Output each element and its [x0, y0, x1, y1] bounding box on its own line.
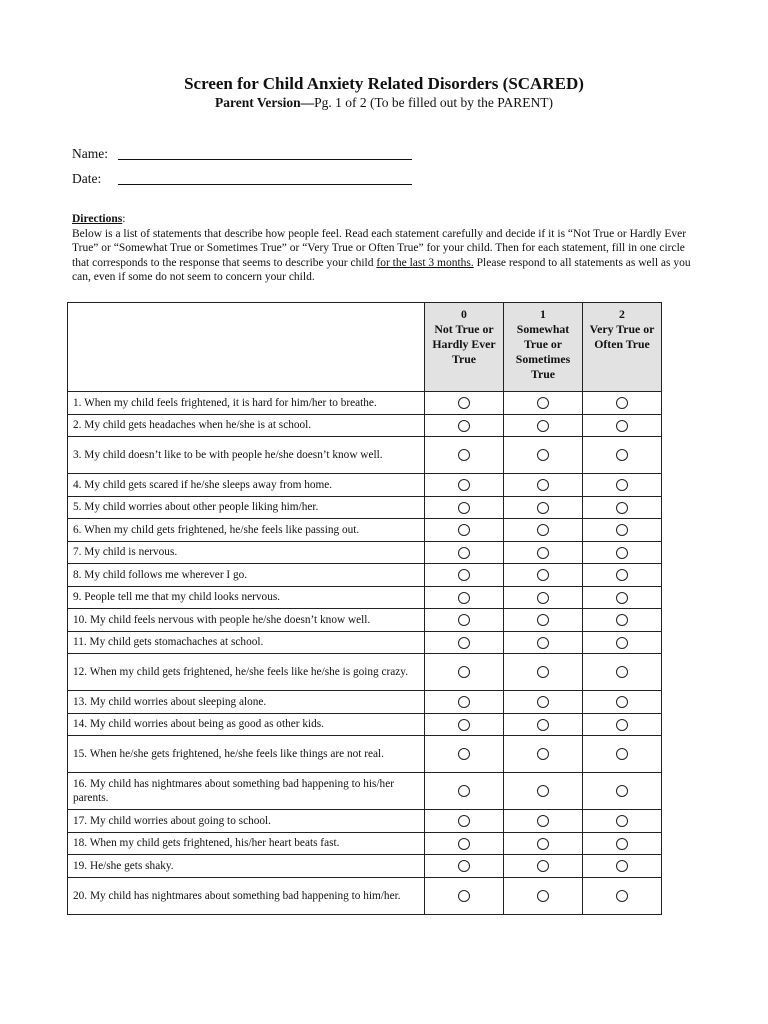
radio-circle-icon[interactable] [537, 890, 549, 902]
radio-circle-icon[interactable] [458, 890, 470, 902]
statement-text: 1. When my child feels frightened, it is hard for him/her to breathe. [68, 392, 425, 415]
radio-circle-icon[interactable] [616, 785, 628, 797]
radio-circle-icon[interactable] [458, 614, 470, 626]
radio-circle-icon[interactable] [616, 860, 628, 872]
radio-circle-icon[interactable] [458, 637, 470, 649]
statement-text: 20. My child has nightmares about something bad happening to him/her. [68, 877, 425, 914]
option-cell-2[interactable] [583, 609, 662, 632]
option-cell-2[interactable] [583, 832, 662, 855]
page-info: Pg. 1 of 2 (To be filled out by the PARENT) [314, 95, 554, 110]
statement-text: 9. People tell me that my child looks nervous. [68, 586, 425, 609]
statement-text: 2. My child gets headaches when he/she is at school. [68, 414, 425, 437]
questionnaire-table [67, 302, 662, 915]
option-cell-0[interactable] [425, 609, 504, 632]
col-1-label: Somewhat True or Sometimes True [515, 322, 571, 381]
statement-text: 16. My child has nightmares about something bad happening to his/her parents. [68, 773, 425, 810]
date-field[interactable] [72, 171, 101, 187]
radio-circle-icon[interactable] [458, 719, 470, 731]
option-cell-1[interactable] [504, 855, 583, 878]
option-cell-0[interactable] [425, 773, 504, 810]
statement-text: 6. When my child gets frightened, he/she feels like passing out. [68, 519, 425, 542]
radio-circle-icon[interactable] [537, 592, 549, 604]
radio-circle-icon[interactable] [537, 860, 549, 872]
option-cell-0[interactable] [425, 654, 504, 691]
option-cell-0[interactable] [425, 691, 504, 714]
table-row [68, 496, 662, 519]
radio-circle-icon[interactable] [537, 502, 549, 514]
col-header-1 [504, 303, 583, 392]
table-row [68, 713, 662, 736]
option-cell-0[interactable] [425, 736, 504, 773]
radio-circle-icon[interactable] [616, 502, 628, 514]
radio-circle-icon[interactable] [458, 838, 470, 850]
radio-circle-icon[interactable] [458, 397, 470, 409]
radio-circle-icon[interactable] [616, 449, 628, 461]
form-subtitle [0, 94, 768, 112]
option-cell-2[interactable] [583, 877, 662, 914]
radio-circle-icon[interactable] [458, 479, 470, 491]
directions-text-1: Below is a list of statements that describe how people feel. Read each statement carefully and decide if it is “Not True or Hardly Ever True” or “Somewhat True or Sometimes True” or “Very True or Often True” for your child. Then for each statement, fill in one circle that corresponds to the response that seems to describe your child [72, 227, 687, 269]
col-2-number: 2 [619, 307, 625, 321]
option-cell-2[interactable] [583, 736, 662, 773]
option-cell-0[interactable] [425, 810, 504, 833]
directions-underlined: for the last 3 months. [376, 256, 474, 269]
radio-circle-icon[interactable] [616, 420, 628, 432]
col-1-number: 1 [540, 307, 546, 321]
option-cell-1[interactable] [504, 564, 583, 587]
option-cell-2[interactable] [583, 773, 662, 810]
radio-circle-icon[interactable] [537, 785, 549, 797]
option-cell-1[interactable] [504, 810, 583, 833]
statement-text: 14. My child worries about being as good as other kids. [68, 713, 425, 736]
option-cell-2[interactable] [583, 654, 662, 691]
radio-circle-icon[interactable] [616, 397, 628, 409]
radio-circle-icon[interactable] [537, 479, 549, 491]
radio-circle-icon[interactable] [616, 815, 628, 827]
option-cell-1[interactable] [504, 691, 583, 714]
col-2-label: Very True or Often True [589, 322, 655, 351]
version-label: Parent Version— [214, 95, 315, 110]
radio-circle-icon[interactable] [616, 569, 628, 581]
statement-text: 17. My child worries about going to school. [68, 810, 425, 833]
table-row [68, 392, 662, 415]
radio-circle-icon[interactable] [458, 449, 470, 461]
option-cell-0[interactable] [425, 855, 504, 878]
radio-circle-icon[interactable] [616, 696, 628, 708]
radio-circle-icon[interactable] [458, 592, 470, 604]
option-cell-1[interactable] [504, 713, 583, 736]
option-cell-0[interactable] [425, 474, 504, 497]
option-cell-1[interactable] [504, 773, 583, 810]
radio-circle-icon[interactable] [537, 696, 549, 708]
option-cell-2[interactable] [583, 437, 662, 474]
statement-text: 19. He/she gets shaky. [68, 855, 425, 878]
date-label: Date: [72, 171, 102, 186]
radio-circle-icon[interactable] [616, 547, 628, 559]
option-cell-0[interactable] [425, 586, 504, 609]
radio-circle-icon[interactable] [537, 748, 549, 760]
option-cell-1[interactable] [504, 414, 583, 437]
option-cell-1[interactable] [504, 496, 583, 519]
table-row [68, 609, 662, 632]
radio-circle-icon[interactable] [616, 637, 628, 649]
radio-circle-icon[interactable] [458, 502, 470, 514]
option-cell-2[interactable] [583, 713, 662, 736]
option-cell-1[interactable] [504, 474, 583, 497]
option-cell-2[interactable] [583, 496, 662, 519]
radio-circle-icon[interactable] [537, 838, 549, 850]
radio-circle-icon[interactable] [616, 719, 628, 731]
radio-circle-icon[interactable] [537, 666, 549, 678]
col-0-number: 0 [461, 307, 467, 321]
statement-text: 3. My child doesn’t like to be with people he/she doesn’t know well. [68, 437, 425, 474]
table-row [68, 541, 662, 564]
option-cell-1[interactable] [504, 654, 583, 691]
col-0-label: Not True or Hardly Ever True [432, 322, 496, 366]
option-cell-1[interactable] [504, 832, 583, 855]
option-cell-2[interactable] [583, 519, 662, 542]
statement-text: 11. My child gets stomachaches at school. [68, 631, 425, 654]
radio-circle-icon[interactable] [537, 397, 549, 409]
radio-circle-icon[interactable] [458, 524, 470, 536]
radio-circle-icon[interactable] [458, 547, 470, 559]
option-cell-2[interactable] [583, 855, 662, 878]
statement-text: 13. My child worries about sleeping alone. [68, 691, 425, 714]
option-cell-2[interactable] [583, 414, 662, 437]
option-cell-1[interactable] [504, 519, 583, 542]
option-cell-2[interactable] [583, 586, 662, 609]
option-cell-2[interactable] [583, 631, 662, 654]
statement-text: 4. My child gets scared if he/she sleeps away from home. [68, 474, 425, 497]
option-cell-0[interactable] [425, 541, 504, 564]
name-field[interactable] [72, 146, 108, 162]
option-cell-1[interactable] [504, 877, 583, 914]
name-line[interactable] [118, 159, 412, 160]
option-cell-1[interactable] [504, 541, 583, 564]
directions-heading: Directions [72, 213, 123, 225]
radio-circle-icon[interactable] [458, 860, 470, 872]
option-cell-2[interactable] [583, 474, 662, 497]
statement-text: 15. When he/she gets frightened, he/she feels like things are not real. [68, 736, 425, 773]
option-cell-2[interactable] [583, 810, 662, 833]
table-row [68, 877, 662, 914]
radio-circle-icon[interactable] [616, 524, 628, 536]
col-header-0 [425, 303, 504, 392]
option-cell-1[interactable] [504, 586, 583, 609]
table-row [68, 736, 662, 773]
table-row [68, 414, 662, 437]
option-cell-1[interactable] [504, 392, 583, 415]
statement-text: 5. My child worries about other people liking him/her. [68, 496, 425, 519]
radio-circle-icon[interactable] [616, 479, 628, 491]
option-cell-2[interactable] [583, 541, 662, 564]
directions-text-2: Please respond to all statements as well as you can, even if some do not seem to concern your child. [72, 256, 691, 283]
date-line[interactable] [118, 184, 412, 185]
questionnaire-body [68, 392, 662, 915]
radio-circle-icon[interactable] [616, 748, 628, 760]
radio-circle-icon[interactable] [458, 569, 470, 581]
radio-circle-icon[interactable] [537, 569, 549, 581]
option-cell-2[interactable] [583, 564, 662, 587]
statement-text: 12. When my child gets frightened, he/she feels like he/she is going crazy. [68, 654, 425, 691]
radio-circle-icon[interactable] [616, 838, 628, 850]
header-blank-cell [68, 303, 425, 392]
option-cell-0[interactable] [425, 437, 504, 474]
option-cell-0[interactable] [425, 877, 504, 914]
directions: Directions: Below is a list of statements that describe how people feel. Read each statement carefully and decide if it is “Not True or Hardly Ever True” or “Somewhat True or Sometimes True” or “Very True or Often True” for your child. Then for each statement, fill in one circle that corresponds to the response that seems to describe your child for the last 3 months. Please respond to all statements as well as you can, even if some do not seem to concern your child. [72, 213, 691, 283]
statement-text: 7. My child is nervous. [68, 541, 425, 564]
option-cell-2[interactable] [583, 392, 662, 415]
option-cell-0[interactable] [425, 713, 504, 736]
option-cell-0[interactable] [425, 392, 504, 415]
form-title: Screen for Child Anxiety Related Disorders (SCARED) [184, 74, 584, 93]
radio-circle-icon[interactable] [458, 666, 470, 678]
table-row [68, 654, 662, 691]
radio-circle-icon[interactable] [616, 592, 628, 604]
radio-circle-icon[interactable] [537, 719, 549, 731]
option-cell-1[interactable] [504, 437, 583, 474]
option-cell-1[interactable] [504, 609, 583, 632]
statement-text: 18. When my child gets frightened, his/her heart beats fast. [68, 832, 425, 855]
option-cell-1[interactable] [504, 631, 583, 654]
radio-circle-icon[interactable] [616, 890, 628, 902]
statement-text: 8. My child follows me wherever I go. [68, 564, 425, 587]
table-row [68, 855, 662, 878]
option-cell-2[interactable] [583, 691, 662, 714]
option-cell-1[interactable] [504, 736, 583, 773]
table-row [68, 474, 662, 497]
table-row [68, 564, 662, 587]
table-row [68, 586, 662, 609]
table-row [68, 691, 662, 714]
table-row [68, 832, 662, 855]
radio-circle-icon[interactable] [537, 449, 549, 461]
table-row [68, 437, 662, 474]
radio-circle-icon[interactable] [458, 420, 470, 432]
radio-circle-icon[interactable] [458, 696, 470, 708]
radio-circle-icon[interactable] [537, 420, 549, 432]
name-label: Name: [72, 146, 108, 161]
option-cell-0[interactable] [425, 519, 504, 542]
option-cell-0[interactable] [425, 564, 504, 587]
col-header-2 [583, 303, 662, 392]
radio-circle-icon[interactable] [537, 815, 549, 827]
option-cell-0[interactable] [425, 496, 504, 519]
radio-circle-icon[interactable] [537, 547, 549, 559]
radio-circle-icon[interactable] [616, 666, 628, 678]
radio-circle-icon[interactable] [537, 524, 549, 536]
radio-circle-icon[interactable] [537, 637, 549, 649]
radio-circle-icon[interactable] [616, 614, 628, 626]
option-cell-0[interactable] [425, 832, 504, 855]
table-row [68, 631, 662, 654]
option-cell-0[interactable] [425, 631, 504, 654]
radio-circle-icon[interactable] [537, 614, 549, 626]
statement-text: 10. My child feels nervous with people he/she doesn’t know well. [68, 609, 425, 632]
option-cell-0[interactable] [425, 414, 504, 437]
table-row [68, 810, 662, 833]
radio-circle-icon[interactable] [458, 748, 470, 760]
table-row [68, 773, 662, 810]
radio-circle-icon[interactable] [458, 815, 470, 827]
table-row [68, 519, 662, 542]
radio-circle-icon[interactable] [458, 785, 470, 797]
